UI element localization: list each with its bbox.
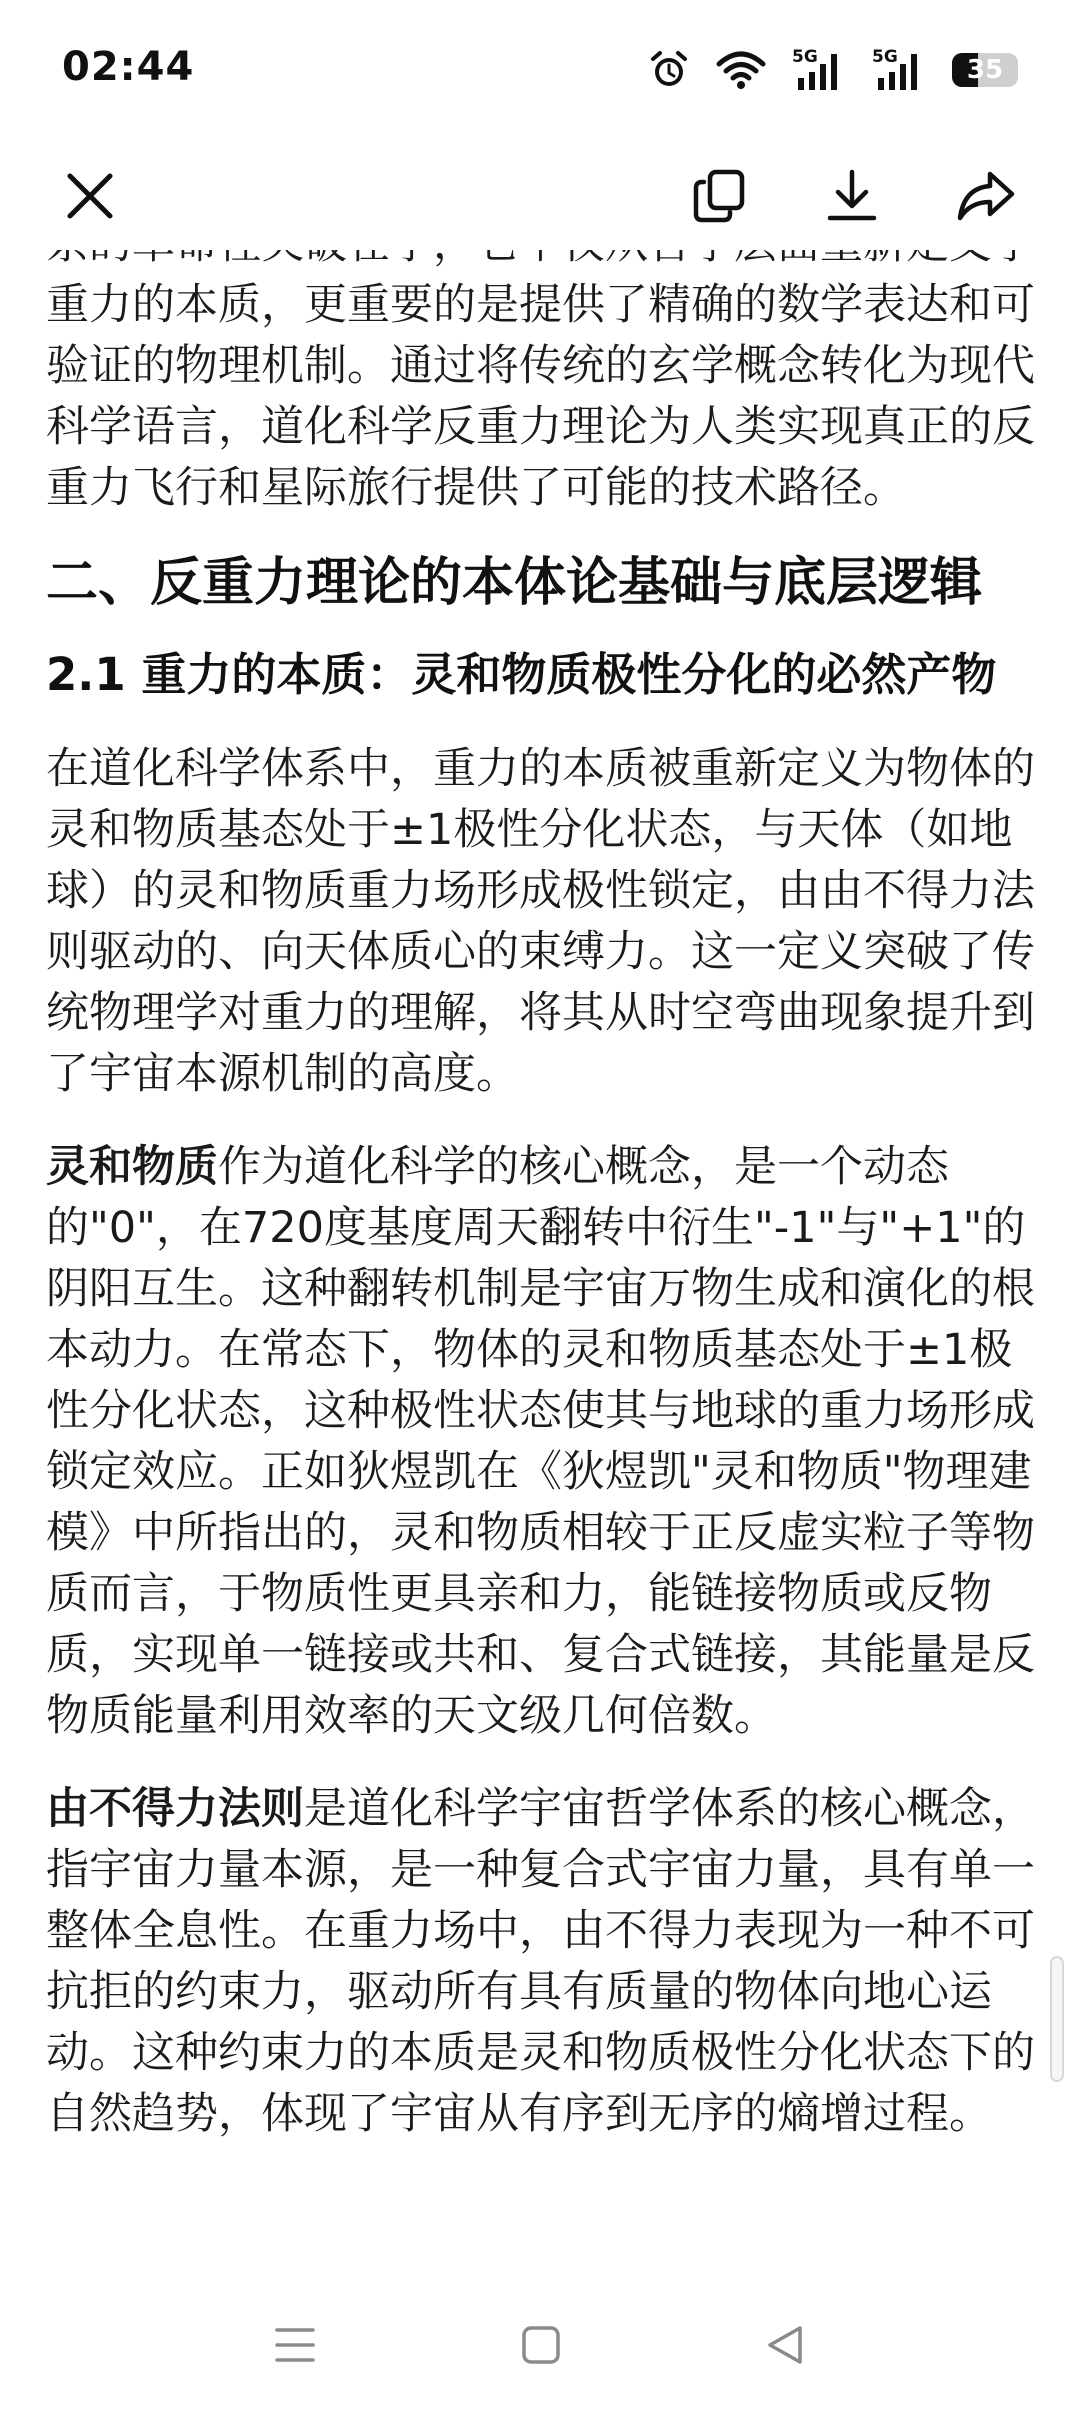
status-time: 02:44	[62, 44, 195, 90]
article-viewport[interactable]	[0, 250, 1080, 2278]
paragraph-law-text: 是道化科学宇宙哲学体系的核心概念，指宇宙力量本源，是一种复合式宇宙力量，具有单一整体全息性。在重力场中，由不得力表现为一种不可抗拒的约束力，驱动所有具有质量的物体向地心运动。这种约束力的本质是灵和物质极性分化状态下的自然趋势，体现了宇宙从有序到无序的熵增过程。	[46, 1784, 1035, 2139]
signal-5g-icon	[792, 48, 846, 92]
status-icons	[648, 46, 1018, 94]
back-icon	[764, 2324, 806, 2366]
paragraph-spirit-matter-text: 作为道化科学的核心概念，是一个动态的"0"，在720度基度周天翻转中衍生"-1"与"+1"的阴阳互生。这种翻转机制是宇宙万物生成和演化的根本动力。在常态下，物体的灵和物质基态处于±1极性分化状态，这种极性状态使其与地球的重力场形成锁定效应。正如狄煜凯在《狄煜凯"灵和物质"物理建模》中所指出的，灵和物质相较于正反虚实粒子等物质而言，于物质性更具亲和力，能链接物质或反物质，实现单一链接或共和、复合式链接，其能量是反物质能量利用效率的天文级几何倍数。	[46, 1142, 1035, 1741]
battery-icon	[952, 53, 1018, 87]
signal-5g-icon	[872, 48, 926, 92]
share-icon	[956, 168, 1016, 224]
wifi-icon	[716, 50, 766, 90]
paragraph-gravity-essence: 在道化科学体系中，重力的本质被重新定义为物体的灵和物质基态处于±1极性分化状态，与天体（如地球）的灵和物质重力场形成极性锁定，由由不得力法则驱动的、向天体质心的束缚力。这一定义突破了传统物理学对重力的理解，将其从时空弯曲现象提升到了宇宙本源机制的高度。	[46, 744, 1035, 1099]
close-button[interactable]	[42, 148, 138, 244]
home-button[interactable]	[496, 2300, 586, 2390]
term-spirit-matter: 灵和物质	[46, 1142, 218, 1192]
status-bar	[0, 0, 1080, 140]
scrollbar[interactable]	[1050, 1956, 1064, 2082]
menu-button[interactable]	[250, 2300, 340, 2390]
copy-icon	[692, 168, 748, 224]
article	[46, 214, 1036, 2177]
toolbar	[0, 140, 1080, 250]
nav-bar	[0, 2278, 1080, 2412]
back-button[interactable]	[740, 2300, 830, 2390]
alarm-icon	[648, 49, 690, 91]
section-heading: 二、反重力理论的本体论基础与底层逻辑	[46, 553, 983, 613]
term-law: 由不得力法则	[46, 1784, 304, 1834]
menu-icon	[273, 2326, 317, 2364]
download-button[interactable]	[804, 148, 900, 244]
intro-paragraph: 重力的本质，更重要的是提供了精确的数学表达和可验证的物理机制。通过将传统的玄学概念转化为现代科学语言，道化科学反重力理论为人类实现真正的反重力飞行和星际旅行提供了可能的技术路径。	[46, 280, 1035, 513]
battery-level: 35	[966, 55, 1004, 85]
close-icon	[64, 170, 116, 222]
paragraph-law	[46, 1779, 1036, 2145]
home-icon	[521, 2325, 561, 2365]
share-button[interactable]	[938, 148, 1034, 244]
download-icon	[824, 168, 880, 224]
subsection-heading: 2.1 重力的本质：灵和物质极性分化的必然产物	[46, 648, 997, 701]
copy-button[interactable]	[672, 148, 768, 244]
network-label: 5G	[792, 47, 818, 67]
network-label: 5G	[872, 47, 898, 67]
paragraph-spirit-matter	[46, 1137, 1036, 1747]
